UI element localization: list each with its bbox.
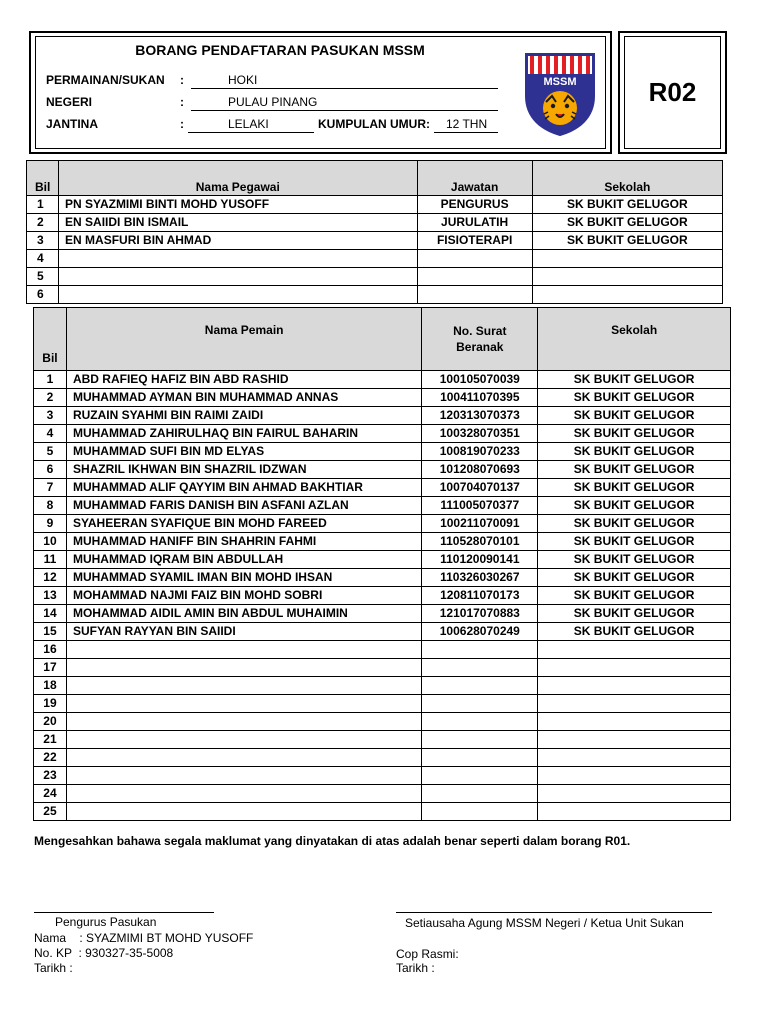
table-row <box>34 749 731 767</box>
nama-pemain-cell <box>66 803 421 821</box>
sekolah-cell: SK BUKIT GELUGOR <box>538 497 731 515</box>
bil-cell: 13 <box>34 587 67 605</box>
sekolah-cell <box>538 749 731 767</box>
bil-cell: 11 <box>34 551 67 569</box>
id-cell <box>422 731 538 749</box>
table-row <box>27 286 723 304</box>
table-row <box>34 443 731 461</box>
id-cell: 110120090141 <box>422 551 538 569</box>
bil-cell: 2 <box>27 214 59 232</box>
table-row <box>27 268 723 286</box>
table-row <box>34 407 731 425</box>
id-cell: 100105070039 <box>422 371 538 389</box>
header-bil: Bil <box>34 308 67 371</box>
id-cell: 121017070883 <box>422 605 538 623</box>
id-cell: 110326030267 <box>422 569 538 587</box>
table-row <box>34 425 731 443</box>
id-cell <box>417 250 532 268</box>
table-row <box>34 767 731 785</box>
jantina-label: JANTINA <box>46 117 99 131</box>
players-table <box>33 307 731 821</box>
negeri-value: PULAU PINANG <box>228 95 318 109</box>
sekolah-cell: SK BUKIT GELUGOR <box>538 461 731 479</box>
table-row <box>27 214 723 232</box>
sekolah-cell: SK BUKIT GELUGOR <box>538 443 731 461</box>
nama-pegawai-cell <box>59 268 418 286</box>
nama-pemain-cell <box>66 641 421 659</box>
id-cell <box>422 641 538 659</box>
sekolah-cell <box>538 785 731 803</box>
bil-cell: 21 <box>34 731 67 749</box>
sekolah-cell <box>538 641 731 659</box>
nama-pemain-cell: MUHAMMAD HANIFF BIN SHAHRIN FAHMI <box>66 533 421 551</box>
sekolah-cell <box>538 767 731 785</box>
sekolah-cell: SK BUKIT GELUGOR <box>538 371 731 389</box>
nama-pemain-cell: MUHAMMAD ALIF QAYYIM BIN AHMAD BAKHTIAR <box>66 479 421 497</box>
id-cell: 111005070377 <box>422 497 538 515</box>
table-row <box>34 623 731 641</box>
id-cell: 100819070233 <box>422 443 538 461</box>
bil-cell: 1 <box>34 371 67 389</box>
header-no-surat-beranak: No. Surat Beranak <box>422 308 538 371</box>
id-cell: 100328070351 <box>422 425 538 443</box>
id-cell: 100411070395 <box>422 389 538 407</box>
table-row <box>34 461 731 479</box>
players-header-row <box>34 308 731 371</box>
signature-left-nama: Nama : SYAZMIMI BT MOHD YUSOFF <box>34 931 254 945</box>
nama-pegawai-cell: EN SAIIDI BIN ISMAIL <box>59 214 418 232</box>
mssm-logo-icon <box>522 50 598 136</box>
signature-right-cop: Cop Rasmi: <box>396 947 459 961</box>
bil-cell: 6 <box>27 286 59 304</box>
nama-pemain-cell: SHAZRIL IKHWAN BIN SHAZRIL IDZWAN <box>66 461 421 479</box>
id-cell <box>417 268 532 286</box>
table-row <box>34 389 731 407</box>
bil-cell: 24 <box>34 785 67 803</box>
id-cell <box>422 749 538 767</box>
id-cell: JURULATIH <box>417 214 532 232</box>
table-row <box>34 479 731 497</box>
sekolah-cell: SK BUKIT GELUGOR <box>538 569 731 587</box>
bil-cell: 22 <box>34 749 67 767</box>
bil-cell: 7 <box>34 479 67 497</box>
bil-cell: 15 <box>34 623 67 641</box>
bil-cell: 20 <box>34 713 67 731</box>
header-sekolah: Sekolah <box>532 161 722 196</box>
sekolah-cell <box>532 286 722 304</box>
bil-cell: 23 <box>34 767 67 785</box>
sekolah-cell <box>538 659 731 677</box>
signature-right-title: Setiausaha Agung MSSM Negeri / Ketua Unit Sukan <box>405 916 684 930</box>
declaration-text: Mengesahkan bahawa segala maklumat yang dinyatakan di atas adalah benar seperti dalam borang R01. <box>34 834 631 848</box>
table-row <box>34 371 731 389</box>
bil-cell: 18 <box>34 677 67 695</box>
nama-pegawai-cell: PN SYAZMIMI BINTI MOHD YUSOFF <box>59 196 418 214</box>
permainan-label: PERMAINAN/SUKAN <box>46 73 165 87</box>
id-cell: PENGURUS <box>417 196 532 214</box>
signature-right-tarikh: Tarikh : <box>396 961 435 975</box>
colon: : <box>180 73 184 87</box>
header-nama-pegawai: Nama Pegawai <box>59 161 418 196</box>
sekolah-cell: SK BUKIT GELUGOR <box>532 214 722 232</box>
bil-cell: 6 <box>34 461 67 479</box>
signature-left-tarikh: Tarikh : <box>34 961 73 975</box>
sekolah-cell: SK BUKIT GELUGOR <box>532 232 722 250</box>
bil-cell: 10 <box>34 533 67 551</box>
nama-pemain-cell <box>66 677 421 695</box>
form-title: BORANG PENDAFTARAN PASUKAN MSSM <box>135 42 425 58</box>
table-row <box>27 196 723 214</box>
id-cell: FISIOTERAPI <box>417 232 532 250</box>
id-cell <box>422 803 538 821</box>
sekolah-cell <box>538 713 731 731</box>
sekolah-cell: SK BUKIT GELUGOR <box>538 389 731 407</box>
bil-cell: 3 <box>34 407 67 425</box>
colon: : <box>180 117 184 131</box>
header-jawatan: Jawatan <box>417 161 532 196</box>
table-row <box>34 497 731 515</box>
table-row <box>34 785 731 803</box>
colon: : <box>180 95 184 109</box>
id-cell <box>422 659 538 677</box>
nama-pegawai-cell: EN MASFURI BIN AHMAD <box>59 232 418 250</box>
sekolah-cell <box>538 731 731 749</box>
table-row <box>34 677 731 695</box>
id-cell: 120811070173 <box>422 587 538 605</box>
nama-pemain-cell: MUHAMMAD SYAMIL IMAN BIN MOHD IHSAN <box>66 569 421 587</box>
sekolah-cell: SK BUKIT GELUGOR <box>538 623 731 641</box>
officials-table <box>26 160 723 304</box>
id-cell: 100704070137 <box>422 479 538 497</box>
nama-pemain-cell <box>66 785 421 803</box>
id-cell <box>422 695 538 713</box>
nama-pemain-cell <box>66 695 421 713</box>
nama-pegawai-cell <box>59 250 418 268</box>
id-cell <box>422 767 538 785</box>
bil-cell: 4 <box>27 250 59 268</box>
sekolah-cell: SK BUKIT GELUGOR <box>538 407 731 425</box>
bil-cell: 8 <box>34 497 67 515</box>
nama-pegawai-cell <box>59 286 418 304</box>
id-cell <box>422 677 538 695</box>
header-bil: Bil <box>27 161 59 196</box>
header-nama-pemain: Nama Pemain <box>66 308 421 371</box>
nama-pemain-cell: MUHAMMAD FARIS DANISH BIN ASFANI AZLAN <box>66 497 421 515</box>
sekolah-cell <box>532 268 722 286</box>
signature-left-nokp: No. KP : 930327-35-5008 <box>34 946 174 960</box>
table-row <box>34 695 731 713</box>
permainan-value: HOKI <box>228 73 258 87</box>
sekolah-cell: SK BUKIT GELUGOR <box>538 551 731 569</box>
sekolah-cell: SK BUKIT GELUGOR <box>538 479 731 497</box>
bil-cell: 14 <box>34 605 67 623</box>
id-cell <box>422 713 538 731</box>
negeri-label: NEGERI <box>46 95 93 109</box>
table-row <box>34 533 731 551</box>
bil-cell: 19 <box>34 695 67 713</box>
bil-cell: 4 <box>34 425 67 443</box>
bil-cell: 3 <box>27 232 59 250</box>
sekolah-cell: SK BUKIT GELUGOR <box>538 605 731 623</box>
bil-cell: 9 <box>34 515 67 533</box>
table-row <box>34 641 731 659</box>
id-cell: 101208070693 <box>422 461 538 479</box>
logo-text: MSSM <box>543 76 577 88</box>
table-row <box>34 587 731 605</box>
nama-pemain-cell <box>66 749 421 767</box>
sekolah-cell <box>538 803 731 821</box>
kumpulan-value: 12 THN <box>446 117 488 131</box>
nama-pemain-cell: MOHAMMAD NAJMI FAIZ BIN MOHD SOBRI <box>66 587 421 605</box>
table-row <box>34 713 731 731</box>
nama-pemain-cell <box>66 713 421 731</box>
sekolah-cell: SK BUKIT GELUGOR <box>538 533 731 551</box>
table-row <box>34 551 731 569</box>
sekolah-cell <box>538 695 731 713</box>
sekolah-cell <box>538 677 731 695</box>
nama-pemain-cell: MUHAMMAD IQRAM BIN ABDULLAH <box>66 551 421 569</box>
id-cell: 100211070091 <box>422 515 538 533</box>
table-row <box>34 659 731 677</box>
signature-line-right <box>396 912 712 913</box>
nama-pemain-cell: RUZAIN SYAHMI BIN RAIMI ZAIDI <box>66 407 421 425</box>
id-cell: 100628070249 <box>422 623 538 641</box>
table-row <box>34 731 731 749</box>
sekolah-cell <box>532 250 722 268</box>
jantina-value: LELAKI <box>228 117 269 131</box>
sekolah-cell: SK BUKIT GELUGOR <box>538 587 731 605</box>
nama-pemain-cell: SYAHEERAN SYAFIQUE BIN MOHD FAREED <box>66 515 421 533</box>
id-cell <box>417 286 532 304</box>
nama-pemain-cell: MUHAMMAD ZAHIRULHAQ BIN FAIRUL BAHARIN <box>66 425 421 443</box>
form-code: R02 <box>624 36 721 149</box>
signature-left-title: Pengurus Pasukan <box>55 915 157 929</box>
table-row <box>27 250 723 268</box>
bil-cell: 25 <box>34 803 67 821</box>
table-row <box>34 605 731 623</box>
nama-pemain-cell <box>66 731 421 749</box>
bil-cell: 5 <box>27 268 59 286</box>
table-row <box>34 803 731 821</box>
table-row <box>27 232 723 250</box>
kumpulan-label: KUMPULAN UMUR: <box>318 117 430 131</box>
nama-pemain-cell <box>66 659 421 677</box>
sekolah-cell: SK BUKIT GELUGOR <box>538 425 731 443</box>
nama-pemain-cell: SUFYAN RAYYAN BIN SAIIDI <box>66 623 421 641</box>
nama-pemain-cell: MOHAMMAD AIDIL AMIN BIN ABDUL MUHAIMIN <box>66 605 421 623</box>
bil-cell: 17 <box>34 659 67 677</box>
id-cell: 120313070373 <box>422 407 538 425</box>
id-cell: 110528070101 <box>422 533 538 551</box>
bil-cell: 1 <box>27 196 59 214</box>
signature-line-left <box>34 912 214 913</box>
bil-cell: 2 <box>34 389 67 407</box>
sekolah-cell: SK BUKIT GELUGOR <box>532 196 722 214</box>
id-cell <box>422 785 538 803</box>
table-row <box>34 569 731 587</box>
table-row <box>34 515 731 533</box>
nama-pemain-cell: ABD RAFIEQ HAFIZ BIN ABD RASHID <box>66 371 421 389</box>
bil-cell: 16 <box>34 641 67 659</box>
nama-pemain-cell: MUHAMMAD AYMAN BIN MUHAMMAD ANNAS <box>66 389 421 407</box>
bil-cell: 12 <box>34 569 67 587</box>
sekolah-cell: SK BUKIT GELUGOR <box>538 515 731 533</box>
bil-cell: 5 <box>34 443 67 461</box>
officials-header-row <box>27 161 723 196</box>
nama-pemain-cell: MUHAMMAD SUFI BIN MD ELYAS <box>66 443 421 461</box>
header-sekolah: Sekolah <box>538 308 731 371</box>
nama-pemain-cell <box>66 767 421 785</box>
